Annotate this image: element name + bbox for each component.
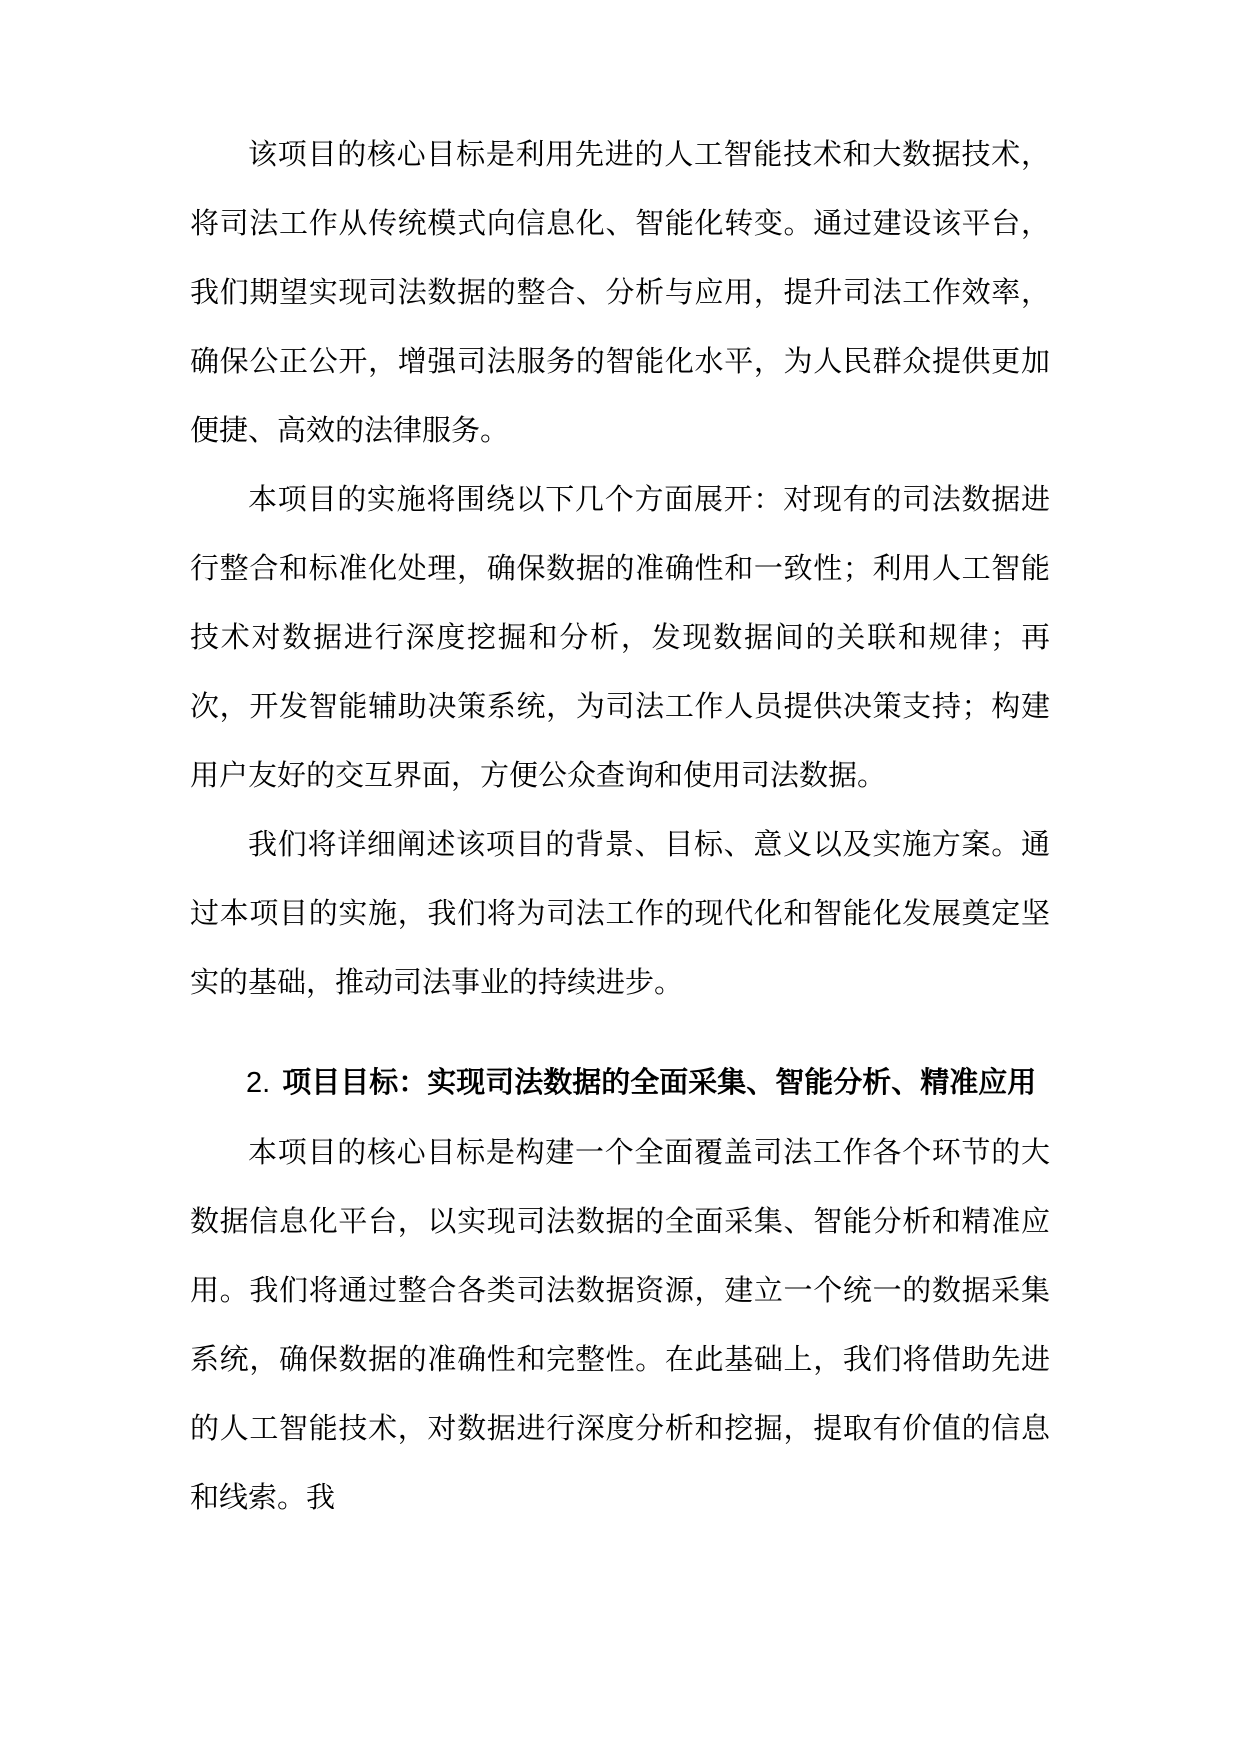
- section-heading: [190, 1048, 1050, 1118]
- section-number: 2.: [246, 1067, 271, 1099]
- section-title: 项目目标：实现司法数据的全面采集、智能分析、精准应用: [282, 1065, 1037, 1099]
- document-page: [190, 120, 1050, 1532]
- body-paragraph: 本项目的实施将围绕以下几个方面展开：对现有的司法数据进行整合和标准化处理，确保数据的准确性和一致性；利用人工智能技术对数据进行深度挖掘和分析，发现数据间的关联和规律；再次，开发智能辅助决策系统，为司法工作人员提供决策支持；构建用户友好的交互界面，方便公众查询和使用司法数据。: [190, 482, 1050, 792]
- body-paragraph: 该项目的核心目标是利用先进的人工智能技术和大数据技术，将司法工作从传统模式向信息化、智能化转变。通过建设该平台，我们期望实现司法数据的整合、分析与应用，提升司法工作效率，确保公正公开，增强司法服务的智能化水平，为人民群众提供更加便捷、高效的法律服务。: [190, 137, 1050, 447]
- body-paragraph: 本项目的核心目标是构建一个全面覆盖司法工作各个环节的大数据信息化平台，以实现司法数据的全面采集、智能分析和精准应用。我们将通过整合各类司法数据资源，建立一个统一的数据采集系统，确保数据的准确性和完整性。在此基础上，我们将借助先进的人工智能技术，对数据进行深度分析和挖掘，提取有价值的信息和线索。我: [190, 1135, 1050, 1514]
- body-paragraph: 我们将详细阐述该项目的背景、目标、意义以及实施方案。通过本项目的实施，我们将为司法工作的现代化和智能化发展奠定坚实的基础，推动司法事业的持续进步。: [190, 827, 1050, 999]
